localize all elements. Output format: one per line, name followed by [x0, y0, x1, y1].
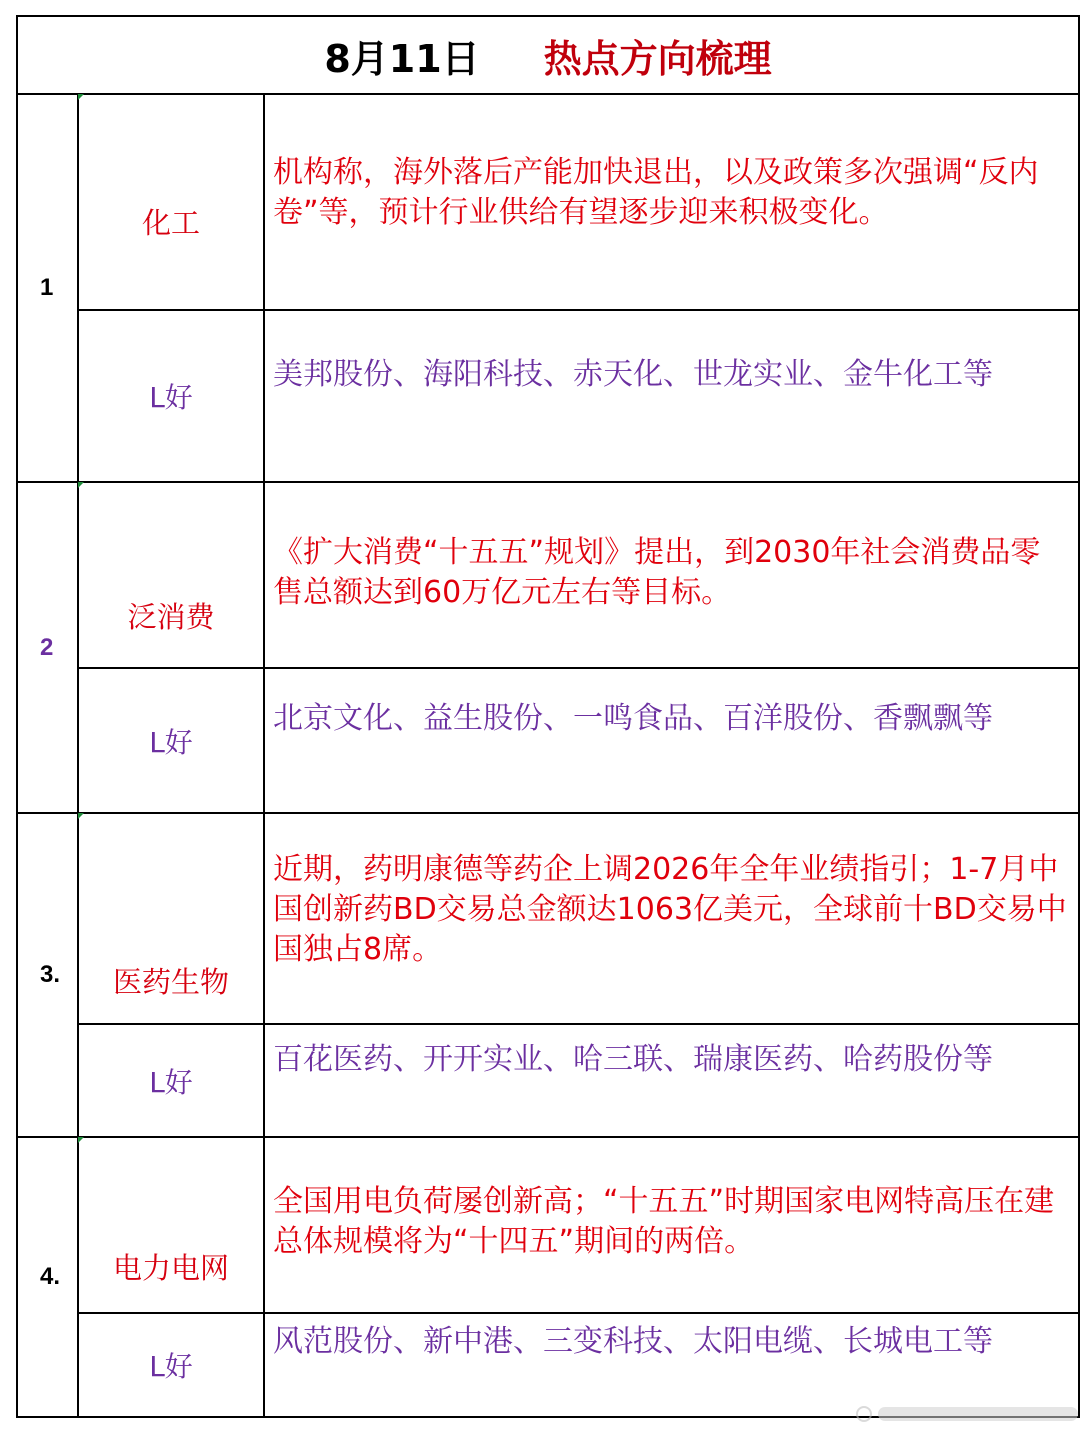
sector-description: 近期，药明康德等药企上调2026年全年业绩指引；1-7月中国创新药BD交易总金额达1063亿美元，全球前十BD交易中国独占8席。	[264, 813, 1079, 1024]
sector-name: 医药生物	[78, 813, 264, 1024]
watermark-ring-icon	[856, 1406, 872, 1422]
stock-list: 北京文化、益生股份、一鸣食品、百洋股份、香飘飘等	[264, 668, 1079, 813]
table-title	[17, 16, 1079, 94]
sector-name: 电力电网	[78, 1137, 264, 1313]
benefit-label: L好	[78, 1313, 264, 1417]
stock-list: 美邦股份、海阳科技、赤天化、世龙实业、金牛化工等	[264, 310, 1079, 482]
benefit-label: L好	[78, 310, 264, 482]
benefit-label: L好	[78, 1024, 264, 1137]
section-number: 3.	[17, 813, 78, 1137]
hotspot-table	[16, 15, 1080, 1418]
sector-name: 化工	[78, 94, 264, 310]
sector-description: 全国用电负荷屡创新高；“十五五”时期国家电网特高压在建总体规模将为“十四五”期间的两倍。	[264, 1137, 1079, 1313]
corner-marker	[78, 1137, 84, 1143]
section-number: 4.	[17, 1137, 78, 1417]
section-number: 1	[17, 94, 78, 482]
watermark-bar	[878, 1407, 1078, 1421]
sector-description: 机构称，海外落后产能加快退出，以及政策多次强调“反内卷”等，预计行业供给有望逐步迎来积极变化。	[264, 94, 1079, 310]
watermark	[856, 1406, 1078, 1422]
section-number: 2	[17, 482, 78, 813]
corner-marker	[78, 482, 84, 488]
stock-list: 百花医药、开开实业、哈三联、瑞康医药、哈药股份等	[264, 1024, 1079, 1137]
corner-marker	[78, 813, 84, 819]
corner-marker	[78, 94, 84, 100]
sector-name: 泛消费	[78, 482, 264, 668]
title-text: 热点方向梳理	[543, 36, 772, 81]
title-date: 8月11日	[324, 36, 480, 81]
benefit-label: L好	[78, 668, 264, 813]
stock-list: 风范股份、新中港、三变科技、太阳电缆、长城电工等	[264, 1313, 1079, 1417]
sector-description: 《扩大消费“十五五”规划》提出，到2030年社会消费品零售总额达到60万亿元左右等目标。	[264, 482, 1079, 668]
